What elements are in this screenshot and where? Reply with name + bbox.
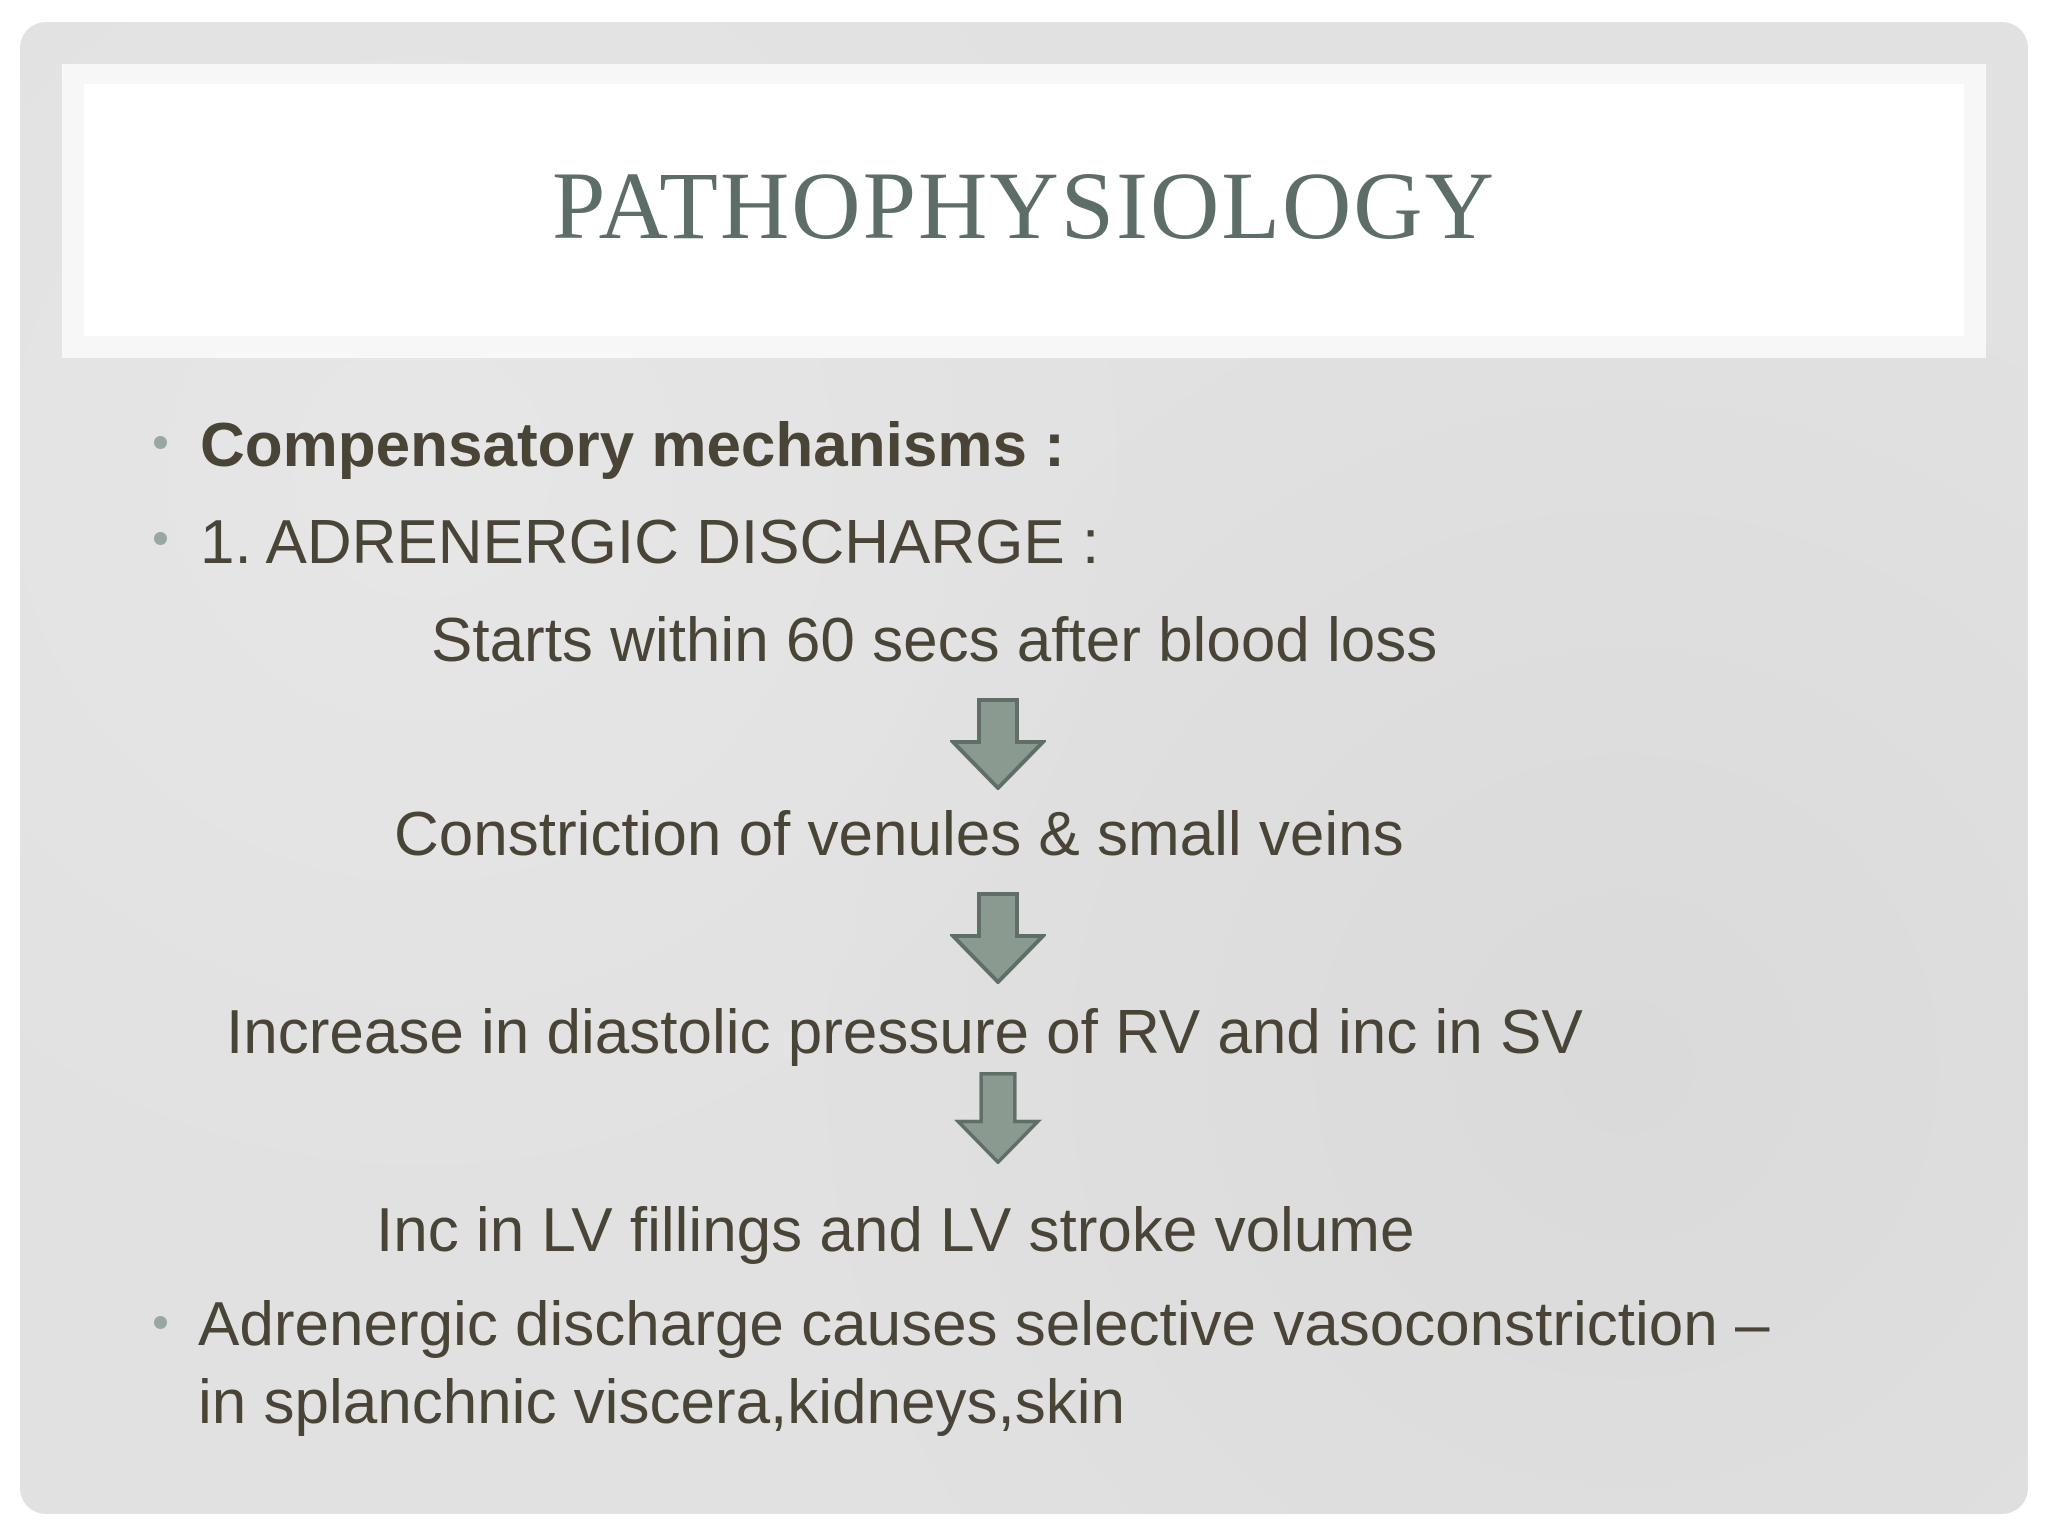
title-band	[62, 64, 1986, 358]
bullet-dot-icon	[154, 436, 167, 449]
bullet-compensatory-mechanisms: Compensatory mechanisms :	[200, 411, 1065, 480]
slide	[20, 22, 2028, 1514]
title-box	[84, 84, 1964, 336]
down-arrow-icon	[950, 1072, 1046, 1164]
flow-step-4: Inc in LV fillings and LV stroke volume	[376, 1196, 1415, 1265]
down-arrow-icon	[950, 892, 1046, 984]
bullet-vasoconstriction-line2: in splanchnic viscera,kidneys,skin	[198, 1368, 1125, 1437]
bullet-adrenergic-discharge: 1. ADRENERGIC DISCHARGE :	[200, 508, 1100, 577]
slide-title: PATHOPHYSIOLOGY	[552, 152, 1496, 259]
down-arrow-icon	[950, 698, 1046, 790]
bullet-vasoconstriction-line1: Adrenergic discharge causes selective vasoconstriction –	[198, 1290, 1770, 1359]
flow-step-3: Increase in diastolic pressure of RV and inc in SV	[226, 998, 1583, 1067]
flow-step-2: Constriction of venules & small veins	[394, 800, 1404, 869]
bullet-dot-icon	[154, 532, 167, 545]
flow-step-1: Starts within 60 secs after blood loss	[431, 606, 1438, 675]
bullet-dot-icon	[154, 1316, 167, 1329]
